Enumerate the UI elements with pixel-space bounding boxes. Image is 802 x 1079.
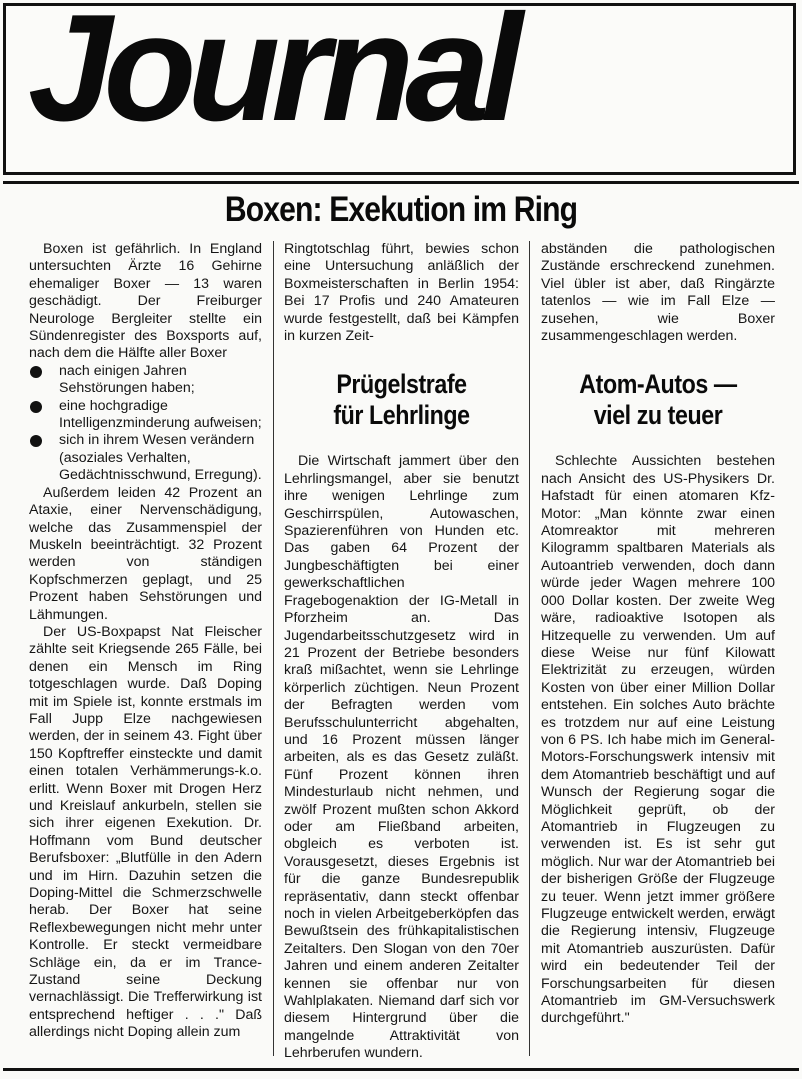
column-2	[284, 241, 519, 1063]
article3-headline: Atom-Autos — viel zu teuer	[579, 369, 737, 431]
bullet-icon	[30, 401, 42, 413]
boxing-paragraph-2: Außerdem leiden 42 Prozent an Ataxie, einer Nervenschädigung, welche das Zusammenspiel der Muskeln beeinträchtigt. 32 Prozent werden von ständigen Kopfschmerzen geplagt, und 25 Prozent haben Sehstörungen und Lähmungen.	[29, 484, 262, 623]
top-rule	[3, 181, 799, 184]
bottom-rule	[3, 1068, 799, 1071]
column-divider	[529, 241, 530, 1056]
list-item: eine hochgradige Intelligenzminderung aufweisen;	[59, 398, 262, 433]
article3-body: Schlechte Aussichten bestehen nach Ansicht des US-Physikers Dr. Hafstadt für einen atomaren Kfz-Motor: „Man könnte zwar einen Atomreaktor mit mehreren Kilogramm spaltbaren Materials als Autoantrieb verwenden, doch dann würde jeder Wagen mehrere 100 000 Dollar kosten. Der zweite Weg wäre, radioaktive Isotopen als Hitzequelle zu verwenden. Um auf diese Weise nur fünf Kilowatt Elektrizität zu erzeugen, würden Kosten von über einer Million Dollar entstehen. Ein solches Auto brächte es trotzdem nur auf eine Leistung von 6 PS. Ich habe mich im General-Motors-Forschungswerk intensiv mit dem Atomantrieb beschäftigt und auf Wunsch der Regierung sogar die Möglichkeit geprüft, ob der Atomantrieb in Flugzeugen zu verwenden ist. Es ist sehr gut möglich. Nur war der Atomantrieb bei der bisherigen Größe der Flugzeuge zu teuer. Wenn jetzt immer größere Flugzeuge entwickelt werden, erwägt die Regierung intensiv, Flugzeuge mit Atomantrieb auszurüsten. Dafür wird ein bedeutender Teil der Forschungsarbeiten für diesen Atomantrieb im GM-Versuchswerk durchgeführt."	[541, 453, 775, 1027]
masthead-box	[3, 3, 796, 175]
column-3	[541, 241, 775, 1028]
article2-body: Die Wirtschaft jammert über den Lehrlingsmangel, aber sie benutzt ihre wenigen Lehrlinge zum Geschirrspülen, Autowaschen, Spazierenführen von Hunden etc. Das gaben 64 Prozent der Jungbeschäftigten bei einer gewerkschaftlichen Fragebogenaktion der IG-Metall in Pforzheim an. Das Jugendarbeitsschutzgesetz wird in 21 Prozent der Betriebe besonders kraß mißachtet, wenn sie Lehrlinge körperlich züchtigen. Neun Prozent der Befragten werden vom Berufsschulunterricht abgehalten, und 16 Prozent müssen länger arbeiten, als es das Gesetz zuläßt. Fünf Prozent können ihren Mindesturlaub nicht nehmen, und zwölf Prozent mußten schon Akkord oder am Fließband arbeiten, obgleich es verboten ist. Vorausgesetzt, dieses Ergebnis ist für die ganze Bundesrepublik repräsentativ, dann steckt offenbar noch in vielen Arbeitgeberköpfen das Bewußtsein des frühkapitalistischen Zeitalters. Den Slogan von den 70er Jahren und einem anderen Zeitalter kennen sie offenbar nur von Wahlplakaten. Niemand darf sich vor diesem Hintergrund über die mangelnde Attraktivität von Lehrberufen wundern.	[284, 453, 519, 1062]
boxing-conclusion: abständen die pathologischen Zustände erschreckend zunehmen. Viel übler ist aber, daß Ringärzte tatenlos — wie im Fall Elze — zusehen, wie Boxer zusammengeschlagen werden.	[541, 241, 775, 345]
list-item: sich in ihrem Wesen verändern (asoziales Verhalten, Gedächtnisschwund, Erregung).	[59, 432, 262, 484]
article-headline: Boxen: Exekution im Ring	[224, 190, 578, 229]
masthead-title: Journal	[28, 3, 514, 153]
column-1	[29, 241, 262, 1042]
boxing-continuation: Ringtotschlag führt, bewies schon eine Untersuchung anläßlich der Boxmeisterschaften in Berlin 1954: Bei 17 Profis und 240 Amateuren wurde festgestellt, daß bei Kämpfen in kurzen Zeit-	[284, 241, 519, 345]
boxing-intro-paragraph: Boxen ist gefährlich. In England untersuchten Ärzte 16 Gehirne ehemaliger Boxer — 13 waren geschädigt. Der Freiburger Neurologe Bergleiter stellte ein Sündenregister des Boxsports auf, nach dem die Hälfte aller Boxer	[29, 241, 262, 362]
list-item: nach einigen Jahren Sehstörungen haben;	[59, 363, 262, 398]
bullet-icon	[30, 435, 42, 447]
article2-headline: Prügelstrafe für Lehrlinge	[333, 369, 470, 431]
boxing-paragraph-3: Der US-Boxpapst Nat Fleischer zählte seit Kriegsende 265 Fälle, bei denen ein Mensch im Ring totgeschlagen wurde. Daß Doping mit im Spiele ist, konnte erstmals im Fall Jupp Elze nachgewiesen werden, der in seinem 43. Fight über 150 Kopftreffer einsteckte und damit einen totalen Verhämmerungs-k.o. erlitt. Wenn Boxer mit Drogen Herz und Kreislauf ankurbeln, stellen sie sich ihrer eigenen Exekution. Dr. Hoffmann vom Bund deutscher Berufsboxer: „Blutfülle in den Adern und im Hirn. Dazuhin setzen die Doping-Mittel die Schmerzschwelle herab. Der Boxer hat seine Reflexbewegungen nicht mehr unter Kontrolle. Er steckt vermeidbare Schläge ein, da er im Trance-Zustand seine Deckung vernachlässigt. Die Trefferwirkung ist entsprechend heftiger . . ." Daß allerdings nicht Doping allein zum	[29, 623, 262, 1041]
bullet-icon	[30, 366, 42, 378]
boxing-findings-list	[29, 363, 262, 485]
column-divider	[273, 241, 274, 1056]
